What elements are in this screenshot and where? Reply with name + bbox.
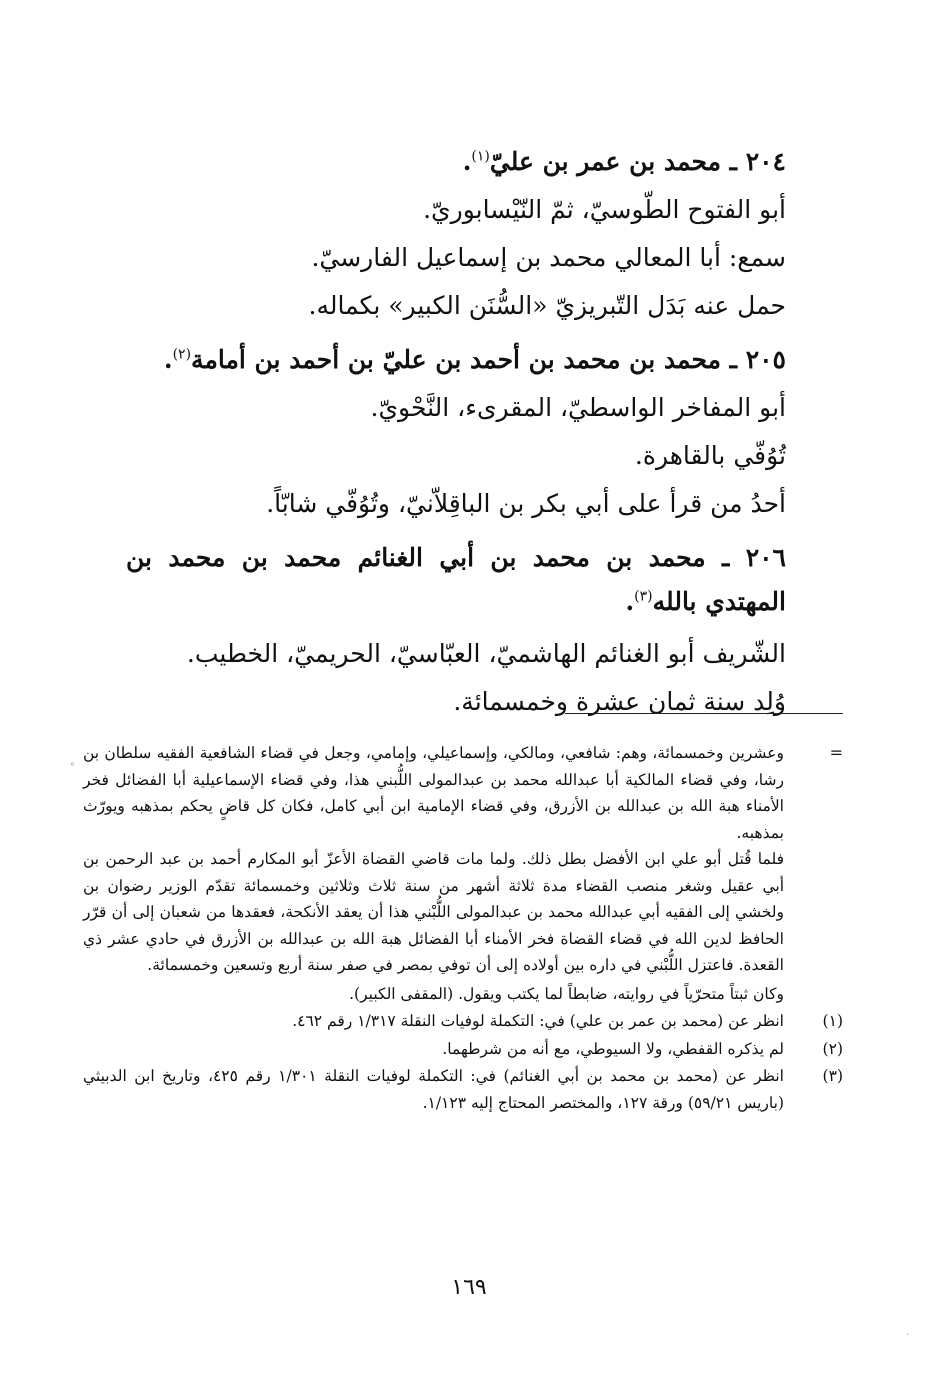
footnote-continuation [83, 740, 843, 1007]
continuation-marker: = [829, 743, 843, 762]
footnote-ref-2: (٢) [172, 346, 192, 363]
footnote-paragraph: وكان ثبتاً متحرّياً في روايته، ضابطاً لما يكتب ويقول. (المقفى الكبير). [349, 984, 784, 1003]
footnote-text: انظر عن (محمد بن عمر بن علي) في: التكملة لوفيات النقلة ١/٣١٧ رقم ٤٦٢. [292, 1012, 784, 1030]
entry-206-heading: ٢٠٦ ـ محمد بن محمد بن أبي الغنائم محمد بن محمد بن المهتدي بالله$^{(٣)}$. [126, 543, 786, 616]
main-text [126, 138, 786, 726]
footnote-ref-1: (١) [471, 148, 490, 165]
footnotes [83, 740, 843, 1116]
entry-205-line: أحدُ من قرأ على أبي بكر بن الباقِلاّنيّ، وتُوُفّي شابّاً. [266, 489, 786, 518]
footnote-paragraph: فلما قُتل أبو علي ابن الأفضل بطل ذلك. ولما مات قاضي القضاة الأعزّ أبو المكارم أحمد بن عبد الرحمن بن أبي عقيل وشغر منصب القضاء مدة ثلاثة أشهر من سنة ثلاث وثلاثين وخمسمائة تقدّم الوزير رضوان بن ولخشي إلى الفقيه أبي عبدالله محمد بن عبدالمولى اللُّبْني هذا أن يعقد الأنكحة، فعقدها من شعبان إلى أن قرّر الحافظ لدين الله في قضاء القضاة فخر الأمناء أبا الفضائل هبة الله بن عبدالله بن الأزرق في حادي عشر ذي القعدة. فاعتزل اللُّبْني في داره بين أولاده إلى أن توفي بمصر في صفر سنة أربع وتسعين وخمسمائة. [83, 850, 784, 974]
footnote-2 [83, 1036, 843, 1063]
entry-205-heading: ٢٠٥ ـ محمد بن محمد بن أحمد بن عليّ بن أحمد بن أمامة$^{(٢)}$. [163, 345, 786, 374]
entry-204-heading: ٢٠٤ ـ محمد بن عمر بن عليّ$^{(١)}$. [462, 147, 786, 176]
footnote-3 [83, 1063, 843, 1116]
footnote-number: (١) [822, 1012, 843, 1030]
entry-204-line: أبو الفتوح الطّوسيّ، ثمّ النّيْسابوريّ. [423, 195, 786, 224]
entry-204-line: سمع: أبا المعالي محمد بن إسماعيل الفارسيّ. [311, 243, 786, 272]
entry-205-line: أبو المفاخر الواسطيّ، المقرىء، النَّحْويّ. [370, 393, 786, 422]
page-number: ١٦٩ [451, 1275, 487, 1300]
entry-205-line: تُوُفّي بالقاهرة. [634, 441, 786, 470]
entry-206-line: الشّريف أبو الغنائم الهاشميّ، العبّاسيّ، الحريميّ، الخطيب. [186, 639, 786, 668]
footnote-text: لم يذكره القفطي، ولا السيوطي، مع أنه من شرطهما. [442, 1039, 784, 1058]
footnote-text: انظر عن (محمد بن محمد بن أبي الغنائم) في: التكملة لوفيات النقلة ١/٣٠١ رقم ٤٢٥، وتاريخ ابن الدبيثي (باريس ٥٩/٢١) ورقة ١٢٧، والمختصر المحتاج إليه ١/١٢٣. [83, 1067, 784, 1112]
footnote-1 [83, 1008, 843, 1035]
entry-206-line: وُلِد سنة ثمان عشرة وخمسمائة. [453, 687, 786, 716]
footnote-paragraph: وعشرين وخمسمائة، وهم: شافعي، ومالكي، وإسماعيلي، وإمامي، وجعل في قضاء الشافعية الفقيه سلطان بن رشا، وفي قضاء المالكية أبا عبدالله محمد بن عبدالمولى اللُّبني هذا، وفي قضاء الإسماعيلية أبا الفضائل فخر الأمناء هبة الله بن عبدالله بن الأزرق، وفي قضاء الإمامية ابن أبي كامل، فكان كل قاضٍ يحكم بمذهبه ويورّث بمذهبه. [83, 744, 784, 842]
footnote-number: (٢) [822, 1039, 843, 1058]
footnote-ref-3: (٣) [634, 588, 653, 605]
scan-speck: ° [70, 762, 75, 773]
scan-speck: · [906, 1330, 910, 1341]
entry-204-line: حمل عنه بَدَل التّبريزيّ «السُّنَن الكبير» بكماله. [308, 291, 786, 320]
footnote-number: (٣) [822, 1067, 843, 1085]
footnote-separator [565, 713, 843, 714]
